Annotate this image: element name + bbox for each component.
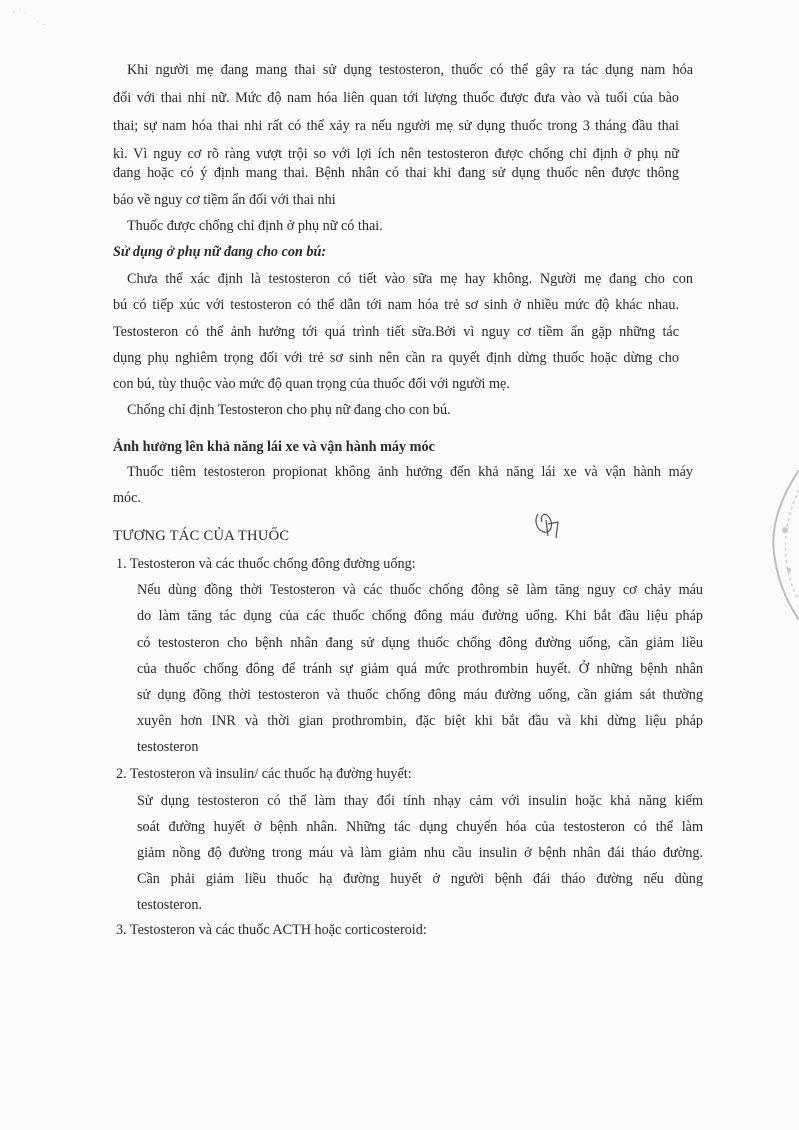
- text-line: testosteron.: [137, 897, 203, 913]
- stamp-edge-fragment: [759, 470, 799, 620]
- text-line: do làm tăng tác dụng của các thuốc chống đông máu đường uống. Khi bắt đầu liệu pháp: [137, 608, 703, 624]
- text-line: Sử dụng ở phụ nữ đang cho con bú:: [113, 244, 327, 260]
- text-line: sử dụng đồng thời testosteron và thuốc chống đông máu đường uống, cần giám sát thường: [137, 687, 703, 703]
- text-line: xuyên hơn INR và thời gian prothrombin, đặc biệt khi bắt đầu và khi dừng liệu pháp: [137, 713, 703, 729]
- text-line: Sử dụng testosteron có thể làm thay đổi tính nhạy cảm với insulin hoặc khả năng kiểm: [137, 793, 703, 809]
- text-line: TƯƠNG TÁC CỦA THUỐC: [113, 528, 290, 544]
- text-line: kì. Vì nguy cơ rõ ràng vượt trội so với lợi ích nên testosteron được chống chỉ định ở phụ nữ: [113, 146, 679, 162]
- text-line: giảm nồng độ đường trong máu và làm giảm nhu cầu insulin ở bệnh nhân đái tháo đường.: [137, 845, 703, 861]
- text-line: 1. Testosteron và các thuốc chống đông đường uống:: [116, 556, 416, 572]
- text-line: móc.: [113, 490, 141, 506]
- text-line: có testosteron cho bệnh nhân đang sử dụng thuốc chống đông đường uống, cần giảm liều: [137, 635, 703, 651]
- text-line: Nếu dùng đồng thời Testosteron và các thuốc chống đông sẽ làm tăng nguy cơ chảy máu: [137, 582, 703, 598]
- text-line: Chống chỉ định Testosteron cho phụ nữ đang cho con bú.: [127, 402, 451, 418]
- text-line: đối với thai nhi nữ. Mức độ nam hóa liên quan tới lượng thuốc được đưa vào và tuổi của bào: [113, 90, 679, 106]
- text-line: Testosteron có thể ảnh hưởng tới quá trình tiết sữa.Bởi vì nguy cơ tiềm ẩn gặp những tác: [113, 324, 679, 340]
- text-line: thai; sự nam hóa thai nhi rất có thể xảy ra nếu người mẹ sử dụng thuốc trong 3 tháng đầu thai: [113, 118, 679, 134]
- text-line: Thuốc được chống chỉ định ở phụ nữ có thai.: [127, 218, 383, 234]
- text-line: soát đường huyết ở bệnh nhân. Những tác dụng chuyển hóa của testosteron có thể làm: [137, 819, 703, 835]
- text-line: Chưa thể xác định là testosteron có tiết vào sữa mẹ hay không. Người mẹ đang cho con: [127, 271, 693, 287]
- text-line: Khi người mẹ đang mang thai sử dụng testosteron, thuốc có thể gây ra tác dụng nam hóa: [127, 62, 693, 78]
- text-line: Thuốc tiêm testosteron propionat không ảnh hưởng đến khả năng lái xe và vận hành máy: [127, 464, 693, 480]
- text-line: 2. Testosteron và insulin/ các thuốc hạ đường huyết:: [116, 766, 412, 782]
- text-line: dụng phụ nghiêm trọng đối với trẻ sơ sinh nên cần ra quyết định dừng thuốc hoặc dừng cho: [113, 350, 679, 366]
- text-line: Cần phải giảm liều thuốc hạ đường huyết ở người bệnh đái tháo đường nếu dùng: [137, 871, 703, 887]
- scan-speck: · ˙ ·: [12, 8, 27, 19]
- text-line: testosteron: [137, 739, 199, 755]
- text-line: Ảnh hưởng lên khả năng lái xe và vận hành máy móc: [113, 439, 435, 455]
- text-line: của thuốc chống đông để tránh sự giảm quá mức prothrombin huyết. Ở những bệnh nhân: [137, 661, 703, 677]
- scan-speck: ˙ ·: [36, 20, 46, 31]
- text-line: con bú, tùy thuộc vào mức độ quan trọng của thuốc đối với người mẹ.: [113, 376, 510, 392]
- text-line: báo về nguy cơ tiềm ẩn đối với thai nhi: [113, 192, 336, 208]
- text-line: đang hoặc có ý định mang thai. Bệnh nhân có thai khi đang sử dụng thuốc nên được thông: [113, 165, 679, 181]
- text-line: 3. Testosteron và các thuốc ACTH hoặc corticosteroid:: [116, 922, 427, 938]
- text-line: bú có tiếp xúc với testosteron có thể dẫn tới nam hóa trẻ sơ sinh ở nhiều mức độ khác nhau.: [113, 297, 679, 313]
